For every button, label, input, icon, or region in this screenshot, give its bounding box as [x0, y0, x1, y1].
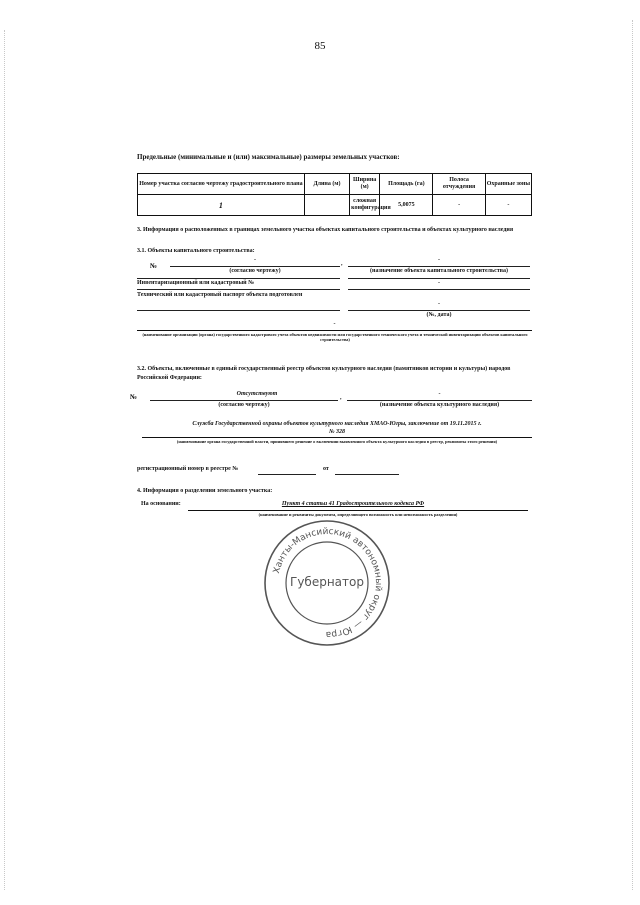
header-protected-zones: Охранные зоны	[485, 174, 531, 195]
cultural-purpose-value: -	[438, 391, 441, 397]
object-number-value: -	[254, 257, 256, 263]
org-value: -	[333, 321, 336, 327]
inventory-label: Инвентаризационный или кадастровый №	[137, 280, 255, 286]
cultural-number-label: №	[130, 393, 138, 401]
caption-cultural-number: (согласно чертежу)	[218, 402, 270, 408]
cultural-number-line	[150, 400, 338, 401]
cell-area: 5,0075	[380, 195, 433, 216]
basis-line	[188, 510, 528, 511]
section31-title: 3.1. Объекты капитального строительства:	[137, 248, 255, 254]
header-length: Длина (м)	[304, 174, 349, 195]
section32-title: 3.2. Объекты, включенные в единый государственный реестр объектов культурного наследия (памятников истории и культуры) народов Российской Федерации:	[137, 366, 511, 381]
section4-title: 4. Информация о разделении земельного участка:	[137, 488, 273, 494]
page-number: 85	[314, 40, 326, 52]
document-page: 85 Предельные (минимальные и (или) максимальные) размеры земельных участков: Номер участка согласно чертежу градостроительного плана Длина (м) Ширина (м) Площадь (га) Полоса отчуждения Охранные зоны 1 сложная конфигурация 5,0075 - - 3. Информация о расположенных в границах земельного участка объектах капитального строительства и объектах культурного наследия 3.1. Объекты капитального строительства: № - , - (согласно чертежу) (назначение объекта капитального строительства) Инвентаризационный или кадастровый № - Технический или кадастровый паспорт объекта подготовлен - (№, дата) - (наименование организации (органа) государственного кадастрового учета объектов недвижимости или государственного технического учета и технической инвентаризации объектов капитального строительства) 3.2. Объекты, включенные в единый государственный реестр объектов культурного наследия (памятников истории и культуры) народов Российской Федерации: № Отсутствуют , - (согласно чертежу) (назначение объекта культурного наследия) Служба Государственной охраны объектов культурного наследия ХМАО-Югры, заключение от 19.11.2015 г. № 328 (наименование органа государственной власти, принявшего решение о включении выявленного объекта культурного наследия в реестр, реквизиты этого решения) регистрационный номер в реестре № от 4. Информация о разделении земельного участка: На основании: Пункт 4 статьи 41 Градостроительного кодекса РФ (наименование и реквизиты документа, определяющего возможность или невозможность разделения) Ханты-Мансийский автономный округ — Югра Губернатор	[0, 0, 640, 905]
cultural-number-value: Отсутствуют	[236, 391, 278, 397]
caption-date: (№, дата)	[426, 312, 452, 318]
org-line	[137, 330, 532, 331]
table-row	[138, 195, 532, 216]
caption-basis: (наименование и реквизиты документа, определяющего возможность или невозможность разделения)	[258, 512, 458, 517]
cell-width: сложная конфигурация	[350, 195, 380, 216]
object-purpose-value: -	[438, 257, 440, 263]
section3-title: 3. Информация о расположенных в границах земельного участка объектах капитального строительства и объектах культурного наследия	[137, 227, 514, 233]
decision-line2: № 328	[329, 429, 345, 435]
header-area: Площадь (га)	[380, 174, 433, 195]
cell-length	[304, 195, 349, 216]
passport-value: -	[438, 301, 440, 307]
sizes-heading: Предельные (минимальные и (или) максимальные) размеры земельных участков:	[137, 153, 400, 161]
basis-label: На основании:	[141, 501, 181, 507]
header-width: Ширина (м)	[350, 174, 380, 195]
registry-date-field	[335, 474, 399, 475]
cultural-purpose-line	[347, 400, 532, 401]
caption-decision: (наименование органа государственной власти, принявшего решение о включении выявленного объекта культурного наследия в реестр, реквизиты этого решения)	[176, 439, 498, 444]
sizes-table	[137, 173, 532, 216]
registry-number-field	[258, 474, 316, 475]
stamp-center-text: Губернатор	[290, 575, 364, 589]
scan-edge-left	[4, 30, 6, 890]
scan-edge-right	[632, 20, 634, 890]
basis-value: Пункт 4 статьи 41 Градостроительного кодекса РФ	[281, 501, 425, 507]
header-alienation-strip: Полоса отчуждения	[433, 174, 485, 195]
registry-from-label: от	[323, 466, 329, 472]
cell-plot-number: 1	[138, 195, 305, 216]
caption-object-number: (согласно чертежу)	[229, 268, 281, 274]
cell-alienation-strip: -	[433, 195, 485, 216]
registry-label: регистрационный номер в реестре №	[137, 466, 239, 472]
governor-stamp	[262, 518, 392, 648]
decision-line	[142, 437, 532, 438]
inventory-value: -	[438, 280, 440, 286]
caption-cultural-purpose: (назначение объекта культурного наследия)	[379, 402, 500, 408]
passport-label: Технический или кадастровый паспорт объекта подготовлен	[137, 292, 303, 298]
stamp-ring-text: Ханты-Мансийский автономный округ — Югра	[271, 526, 384, 640]
decision-line1: Служба Государственной охраны объектов культурного наследия ХМАО-Югры, заключение от 19.11.2015 г.	[192, 421, 482, 427]
cell-protected-zones: -	[485, 195, 531, 216]
caption-object-purpose: (назначение объекта капитального строительства)	[369, 268, 509, 274]
object-purpose-line	[348, 266, 530, 267]
caption-org: (наименование организации (органа) государственного кадастрового учета объектов недвижимости или государственного технического учета и технической инвентаризации объектов капитального строительства)	[142, 332, 528, 342]
header-plot-number: Номер участка согласно чертежу градостроительного плана	[138, 174, 305, 195]
object-number-label: №	[150, 262, 158, 270]
sizes-table-header	[138, 174, 532, 195]
object-number-line	[170, 266, 340, 267]
